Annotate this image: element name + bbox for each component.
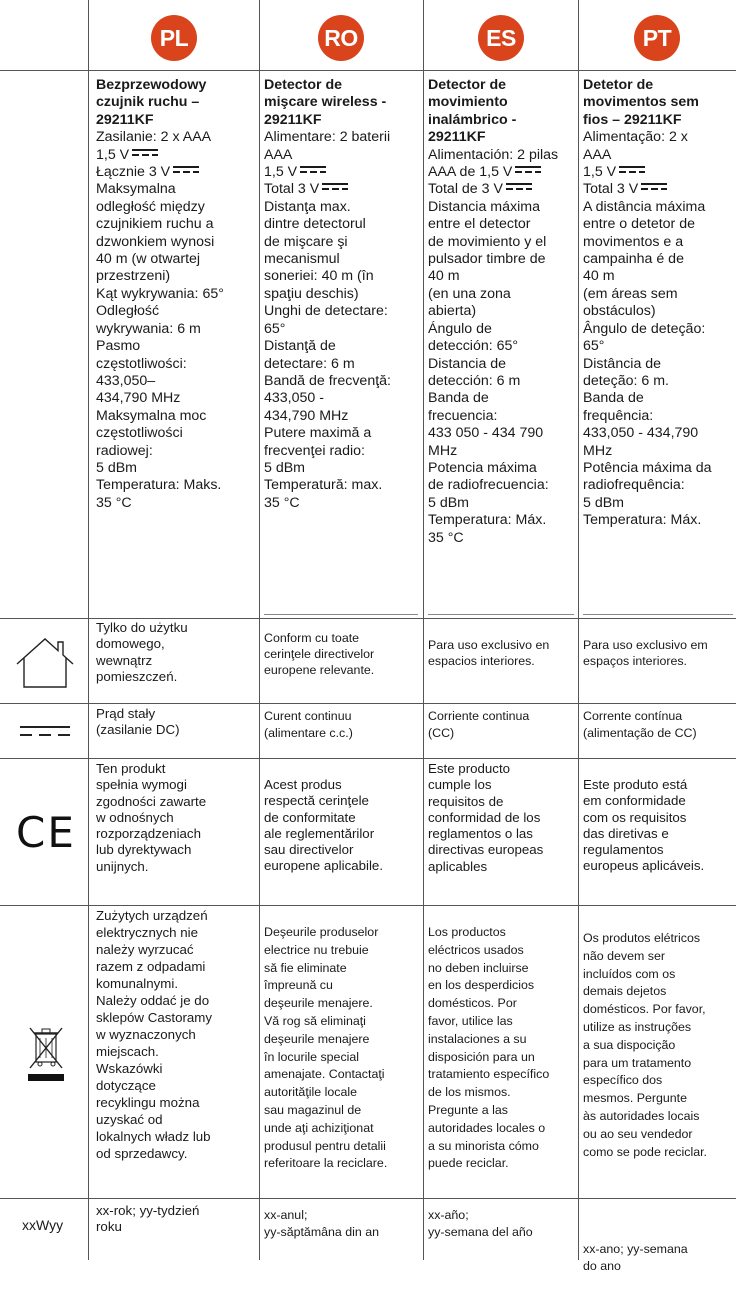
table-divider — [0, 758, 736, 759]
weee-cell-ro: Deşeurile produselor electrice nu trebuie să fie eliminate împreună cu deşeurile menajere. Vă rog să eliminaţi deşeurile menajere în locurile special amenajate. Contactaţi autorităţile locale sau magazinul de unde aţi achiziţionat produsul pentru detalii referitoare la reciclare. — [264, 925, 388, 1171]
dc-symbol-icon — [641, 183, 667, 191]
cell-border — [583, 614, 733, 615]
dc-symbol-icon — [18, 724, 72, 738]
language-badge-pl: PL — [151, 15, 197, 61]
ce-cell-es: Este producto cumple los requisitos de conformidad de los reglamentos o las directivas europeas aplicables — [428, 761, 544, 874]
table-divider — [578, 0, 579, 1260]
ce-cell-pl: Ten produkt spełnia wymogi zgodności zawarte w odnośnych rozporządzeniach lub dyrektywach unijnych. — [96, 761, 207, 874]
cell-border — [428, 614, 574, 615]
dc-symbol-icon — [619, 166, 645, 174]
table-divider — [88, 0, 89, 1260]
weee-cell-pl: Zużytych urządzeń elektrycznych nie należy wyrzucać razem z odpadami komunalnymi. Należy oddać je do sklepów Castoramy w wyznaczonych miejscach. Wskazówki dotyczące recyklingu można uzyskać od lokalnych władz lub od sprzedawcy. — [96, 908, 213, 1161]
dc-symbol-icon — [132, 149, 158, 157]
dc-symbol-icon — [300, 166, 326, 174]
spec-cell-pl: Bezprzewodowy czujnik ruchu – 29211KF Zasilanie: 2 x AAA 1,5 V Łącznie 3 V Maksymalna odległość między czujnikiem ruchu a dzwonkiem wynosi 40 m (w otwartej przestrzeni) Kąt wykrywania: 65° Odległość wykrywania: 6 m Pasmo częstotliwości: 433,050– 434,790 MHz Maksymalna moc częstotliwości radiowej: 5 dBm Temperatura: Maks. 35 °C — [96, 77, 224, 511]
dc-symbol-icon — [173, 166, 199, 174]
dc-symbol-icon — [506, 183, 532, 191]
indoor-cell-pl: Tylko do użytku domowego, wewnątrz pomieszczeń. — [96, 620, 188, 684]
dc-cell-es: Corriente continua (CC) — [428, 709, 530, 740]
ce-mark-icon: CE — [16, 808, 76, 857]
ce-cell-ro: Acest produs respectă cerinţele de conformitate ale reglementărilor sau directivelor europene aplicabile. — [264, 777, 384, 874]
indoor-cell-ro: Conform cu toate cerinţele directivelor europene relevante. — [264, 631, 375, 677]
spec-cell-es: Detector de movimiento inalámbrico - 29211KF Alimentación: 2 pilas AAA de 1,5 V Total de 3 V Distancia máxima entre el detector de movimiento y el pulsador timbre de 40 m (en una zona abierta) Ángulo de detección: 65° Distancia de detección: 6 m Banda de frecuencia: 433 050 - 434 790 MHz Potencia máxima de radiofrecuencia: 5 dBm Temperatura: Máx. 35 °C — [428, 77, 559, 546]
weee-cell-es: Los productos eléctricos usados no deben incluirse en los desperdicios domésticos. Por favor, utilice las instalaciones a su disposición para un tratamiento específico de los mismos. Pregunte a las autoridades locales o a su minorista cómo puede reciclar. — [428, 925, 550, 1171]
indoor-cell-es: Para uso exclusivo en espacios interiores. — [428, 638, 550, 668]
date-cell-pl: xx-rok; yy-tydzień roku — [96, 1203, 200, 1235]
dc-cell-pl: Prąd stały (zasilanie DC) — [96, 706, 180, 738]
date-cell-es: xx-año; yy-semana del año — [428, 1208, 533, 1239]
table-divider — [0, 618, 736, 619]
date-cell-ro: xx-anul; yy-săptămâna din an — [264, 1208, 380, 1239]
spec-cell-ro: Detector de mişcare wireless - 29211KF Alimentare: 2 baterii AAA 1,5 V Total 3 V Distanţa max. dintre detectorul de mişcare şi mecanismul soneriei: 40 m (în spaţiu deschis) Unghi de detectare: 65° Distanţă de detectare: 6 m Bandă de frecvenţă: 433,050 - 434,790 MHz Putere maximă a frecvenţei radio: 5 dBm Temperatură: max. 35 °C — [264, 77, 391, 511]
table-divider — [259, 0, 260, 1260]
language-badge-ro: RO — [318, 15, 364, 61]
language-badge-pt: PT — [634, 15, 680, 61]
date-code-label: xxWyy — [22, 1217, 64, 1233]
weee-cell-pt: Os produtos elétricos não devem ser incluídos com os demais dejetos domésticos. Por favor, utilize as instruções a sua dispocição para um tratamento específico dos mesmos. Pergunte às autoridades locais ou ao seu vendedor como se pode reciclar. — [583, 931, 707, 1159]
dc-cell-ro: Curent continuu (alimentare c.c.) — [264, 709, 353, 740]
dc-symbol-icon — [515, 166, 541, 174]
spec-cell-pt: Detetor de movimentos sem fios – 29211KF Alimentação: 2 x AAA 1,5 V Total 3 V A distância máxima entre o detetor de movimentos e a campainha é de 40 m (em áreas sem obstáculos) Ângulo de deteção: 65° Distância de deteção: 6 m. Banda de frequência: 433,050 - 434,790 MHz Potência máxima da radiofrequência: 5 dBm Temperatura: Máx. — [583, 77, 712, 529]
date-cell-pt: xx-ano; yy-semana do ano — [583, 1242, 688, 1273]
crossed-bin-icon — [26, 1024, 66, 1082]
table-divider — [0, 70, 736, 71]
table-divider — [0, 703, 736, 704]
ce-cell-pt: Este produto está em conformidade com os requisitos das diretivas e regulamentos europeus aplicáveis. — [583, 777, 705, 874]
dc-symbol-icon — [322, 183, 348, 191]
dc-cell-pt: Corrente contínua (alimentação de CC) — [583, 709, 697, 740]
table-divider — [0, 1198, 736, 1199]
indoor-cell-pt: Para uso exclusivo em espaços interiores. — [583, 638, 708, 668]
table-divider — [0, 905, 736, 906]
table-divider — [423, 0, 424, 1260]
house-icon — [14, 634, 76, 690]
cell-border — [264, 614, 418, 615]
language-badge-es: ES — [478, 15, 524, 61]
